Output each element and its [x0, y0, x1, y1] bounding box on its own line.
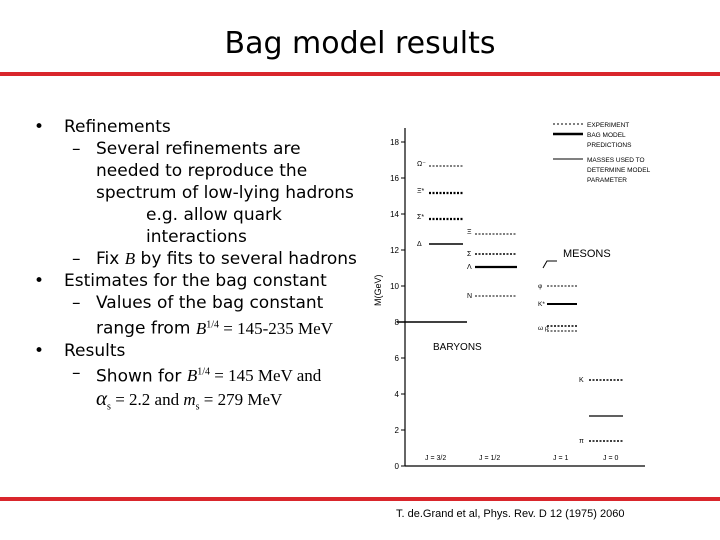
hadron-spectrum-figure [367, 106, 659, 474]
y-tick-label: 8 [394, 318, 399, 327]
sub-bullet-item [30, 138, 375, 204]
bullet-text: = 145 MeV and [210, 366, 322, 386]
bullet-text: Fix [96, 249, 125, 269]
bullet-text: Refinements [64, 117, 171, 137]
x-label-j-0: J = 0 [603, 455, 619, 462]
particle-label-phi: φ [538, 283, 543, 290]
bullet-text: Shown for [96, 366, 187, 387]
y-tick-label: 10 [390, 282, 399, 291]
y-axis-label: M(GeV) [373, 274, 383, 306]
math-symbol: B [124, 249, 136, 268]
particle-label-pi: π [579, 438, 584, 445]
math-superscript: 1/4 [206, 319, 219, 330]
particle-label-sigma: Σ [467, 251, 472, 258]
citation: T. de.Grand et al, Phys. Rev. D 12 (1975) 2060 [396, 508, 625, 520]
math-symbol: B [186, 366, 198, 386]
baryon-decuplet-levels [429, 166, 463, 244]
y-tick-label: 2 [394, 426, 399, 435]
meson-pseudoscalar-levels [589, 380, 623, 441]
legend-label: EXPERIMENT [587, 122, 630, 129]
y-tick-label: 0 [394, 462, 399, 471]
bullet-dot: • [34, 340, 45, 361]
y-tick-label: 14 [390, 210, 399, 219]
bullet-text: needed to reproduce the [96, 161, 308, 181]
particle-label-omega: Ω⁻ [417, 161, 426, 168]
x-label-j-1-2: J = 1/2 [479, 455, 501, 462]
particle-label-k-star: K* [538, 301, 545, 308]
bullet-text: = 279 MeV [199, 390, 283, 410]
bullet-dot: • [34, 271, 45, 291]
bullet-example [30, 204, 375, 248]
top-divider [0, 72, 720, 76]
y-tick-label: 6 [394, 354, 399, 363]
bullet-text: Several refinements are [96, 139, 301, 159]
bullet-text: = 145-235 MeV [218, 318, 333, 338]
group-label-baryons: BARYONS [433, 342, 482, 353]
bullet-dash: – [72, 249, 81, 269]
y-tick-label: 16 [390, 174, 399, 183]
bullet-text: e.g. allow quark interactions [146, 205, 282, 247]
bullet-item [30, 116, 375, 138]
legend-label: MASSES USED TO [587, 157, 645, 164]
alpha-symbol: α [96, 386, 108, 411]
bullet-text: Results [64, 340, 126, 361]
legend-label: DETERMINE MODEL [587, 167, 651, 174]
legend-label: PREDICTIONS [587, 142, 632, 149]
bullet-dash: – [72, 293, 81, 313]
meson-vector-levels [547, 286, 577, 331]
sub-bullet-item [30, 292, 375, 340]
math-symbol: B [195, 318, 207, 338]
particle-label-k: K [579, 377, 584, 384]
bullet-dash: – [72, 139, 81, 159]
bullet-item [30, 340, 375, 362]
bullet-text: by fits to several hadrons [135, 249, 357, 269]
bullet-list [30, 116, 375, 419]
particle-label-nucleon: N [467, 293, 473, 300]
legend-label: PARAMETER [587, 177, 627, 184]
particle-label-sigma-star: Σ* [417, 214, 425, 221]
sub-bullet-item [30, 362, 375, 419]
y-tick-label: 18 [390, 138, 399, 147]
legend [553, 122, 651, 184]
particle-label-delta: Δ [417, 241, 422, 248]
particle-label-xi-star: Ξ* [417, 188, 425, 195]
particle-label-omega-rho: ω ρ [538, 325, 549, 332]
math-symbol: m [183, 390, 196, 410]
sub-bullet-item [30, 248, 375, 270]
bullet-dot: • [34, 117, 45, 137]
y-ticks [401, 142, 405, 466]
particle-label-xi: Ξ [467, 229, 472, 236]
bottom-divider [0, 497, 720, 501]
mesons-bracket [543, 261, 557, 268]
y-tick-label: 4 [394, 390, 399, 399]
x-label-j-1: J = 1 [553, 455, 569, 462]
baryon-octet-levels [475, 234, 517, 296]
bullet-text: range from [96, 318, 196, 339]
particle-label-lambda: Λ [467, 264, 472, 271]
x-label-j-3-2: J = 3/2 [425, 455, 447, 462]
bullet-text: Values of the bag constant [96, 293, 324, 313]
bullet-item [30, 270, 375, 292]
legend-label: BAG MODEL [587, 132, 626, 139]
bullet-text: spectrum of low-lying hadrons [96, 183, 354, 203]
bullet-text: Estimates for the bag constant [64, 271, 327, 291]
slide-title: Bag model results [224, 26, 496, 61]
bullet-text: = 2.2 and [110, 390, 184, 410]
math-subscript: s [107, 401, 111, 413]
bullet-dash: – [72, 362, 81, 383]
math-subscript: s [195, 401, 200, 413]
group-label-mesons: MESONS [563, 248, 611, 260]
math-superscript: 1/4 [197, 366, 210, 378]
y-tick-label: 12 [390, 246, 399, 255]
